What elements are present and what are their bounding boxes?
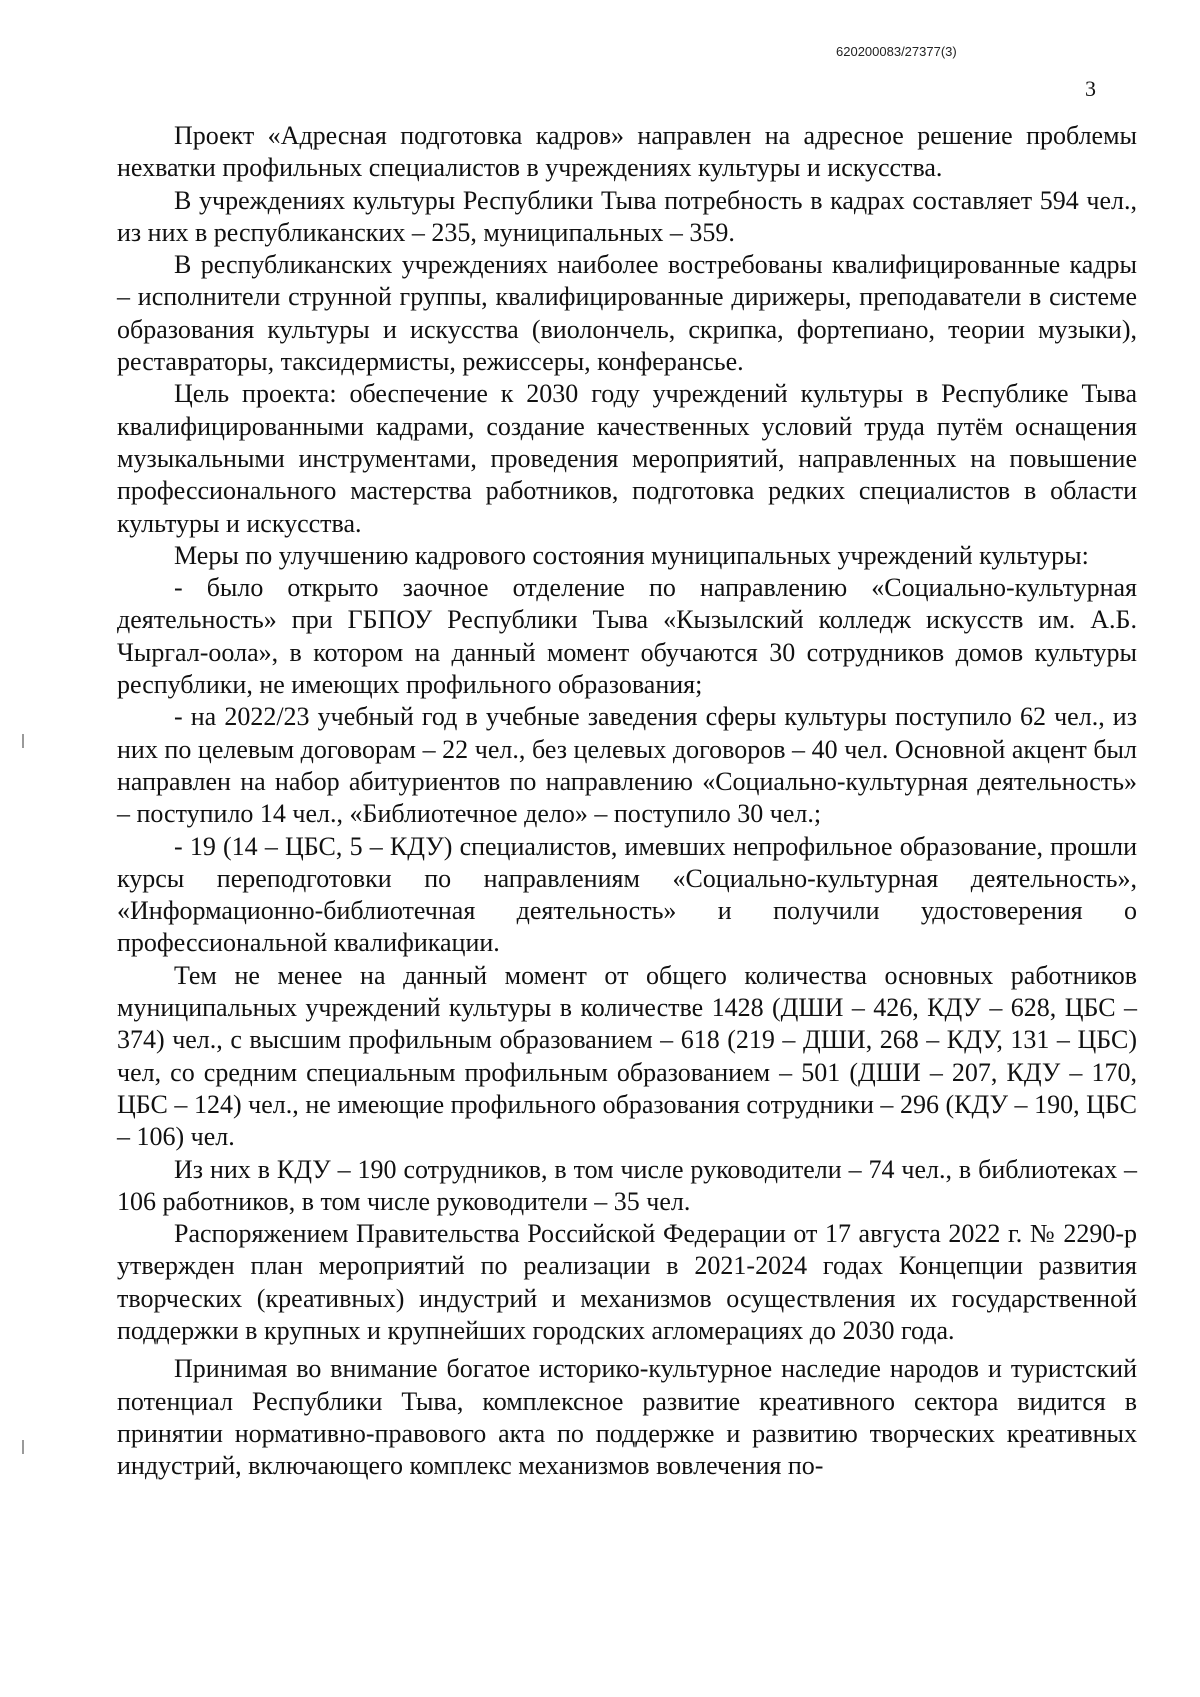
list-item: - было открыто заочное отделение по направлению «Социально-культурная деятельность» при ГБПОУ Республики Тыва «Кызылский колледж искусств им. А.Б. Чыргал-оола», в котором на данный момент обучаются 30 сотрудников домов культуры республики, не имеющих профильного образования;	[117, 573, 1137, 700]
scan-margin-mark	[22, 734, 24, 748]
paragraph: Меры по улучшению кадрового состояния муниципальных учреждений культуры:	[174, 540, 1089, 570]
paragraph: В республиканских учреждениях наиболее востребованы квалифицированные кадры – исполнители струнной группы, квалифицированные дирижеры, преподаватели в системе образования культуры и искусства (виолончель, скрипка, фортепиано, теории музыки), реставраторы, таксидермисты, режиссеры, конферансье.	[117, 250, 1137, 377]
list-item: - на 2022/23 учебный год в учебные заведения сферы культуры поступило 62 чел., из них по целевым договорам – 22 чел., без целевых договоров – 40 чел. Основной акцент был направлен на набор абитуриентов по направлению «Социально-культурная деятельность» – поступило 14 чел., «Библиотечное дело» – поступило 30 чел.;	[117, 702, 1137, 829]
paragraph: Проект «Адресная подготовка кадров» направлен на адресное решение проблемы нехватки профильных специалистов в учреждениях культуры и искусства.	[117, 121, 1137, 183]
scan-margin-mark	[22, 1440, 24, 1454]
document-body	[117, 120, 1137, 1482]
paragraph: Принимая во внимание богатое историко-культурное наследие народов и туристский потенциал Республики Тыва, комплексное развитие креативного сектора видится в принятии нормативно-правового акта по поддержке и развитию творческих креативных индустрий, включающего комплекс механизмов вовлечения по-	[117, 1354, 1137, 1481]
paragraph: Цель проекта: обеспечение к 2030 году учреждений культуры в Республике Тыва квалифицированными кадрами, создание качественных условий труда путём оснащения музыкальными инструментами, проведения мероприятий, направленных на повышение профессионального мастерства работников, подготовка редких специалистов в области культуры и искусства.	[117, 379, 1137, 538]
page-number: 3	[1085, 76, 1096, 101]
paragraph: Из них в КДУ – 190 сотрудников, в том числе руководители – 74 чел., в библиотеках – 106 работников, в том числе руководители – 35 чел.	[117, 1154, 1137, 1216]
list-item: - 19 (14 – ЦБС, 5 – КДУ) специалистов, имевших непрофильное образование, прошли курсы переподготовки по направлениям «Социально-культурная деятельность», «Информационно-библиотечная деятельность» и получили удостоверения о профессиональной квалификации.	[117, 831, 1137, 958]
document-id: 620200083/27377(3)	[836, 44, 957, 59]
paragraph: Тем не менее на данный момент от общего количества основных работников муниципальных учреждений культуры в количестве 1428 (ДШИ – 426, КДУ – 628, ЦБС – 374) чел., с высшим профильным образованием – 618 (219 – ДШИ, 268 – КДУ, 131 – ЦБС) чел, со средним специальным профильным образованием – 501 (ДШИ – 207, КДУ – 170, ЦБС – 124) чел., не имеющие профильного образования сотрудники – 296 (КДУ – 190, ЦБС – 106) чел.	[117, 960, 1137, 1152]
paragraph: Распоряжением Правительства Российской Федерации от 17 августа 2022 г. № 2290-р утвержден план мероприятий по реализации в 2021-2024 годах Концепции развития творческих (креативных) индустрий и механизмов осуществления их государственной поддержки в крупных и крупнейших городских агломерациях до 2030 года.	[117, 1219, 1137, 1345]
paragraph: В учреждениях культуры Республики Тыва потребность в кадрах составляет 594 чел., из них в республиканских – 235, муниципальных – 359.	[117, 185, 1137, 247]
